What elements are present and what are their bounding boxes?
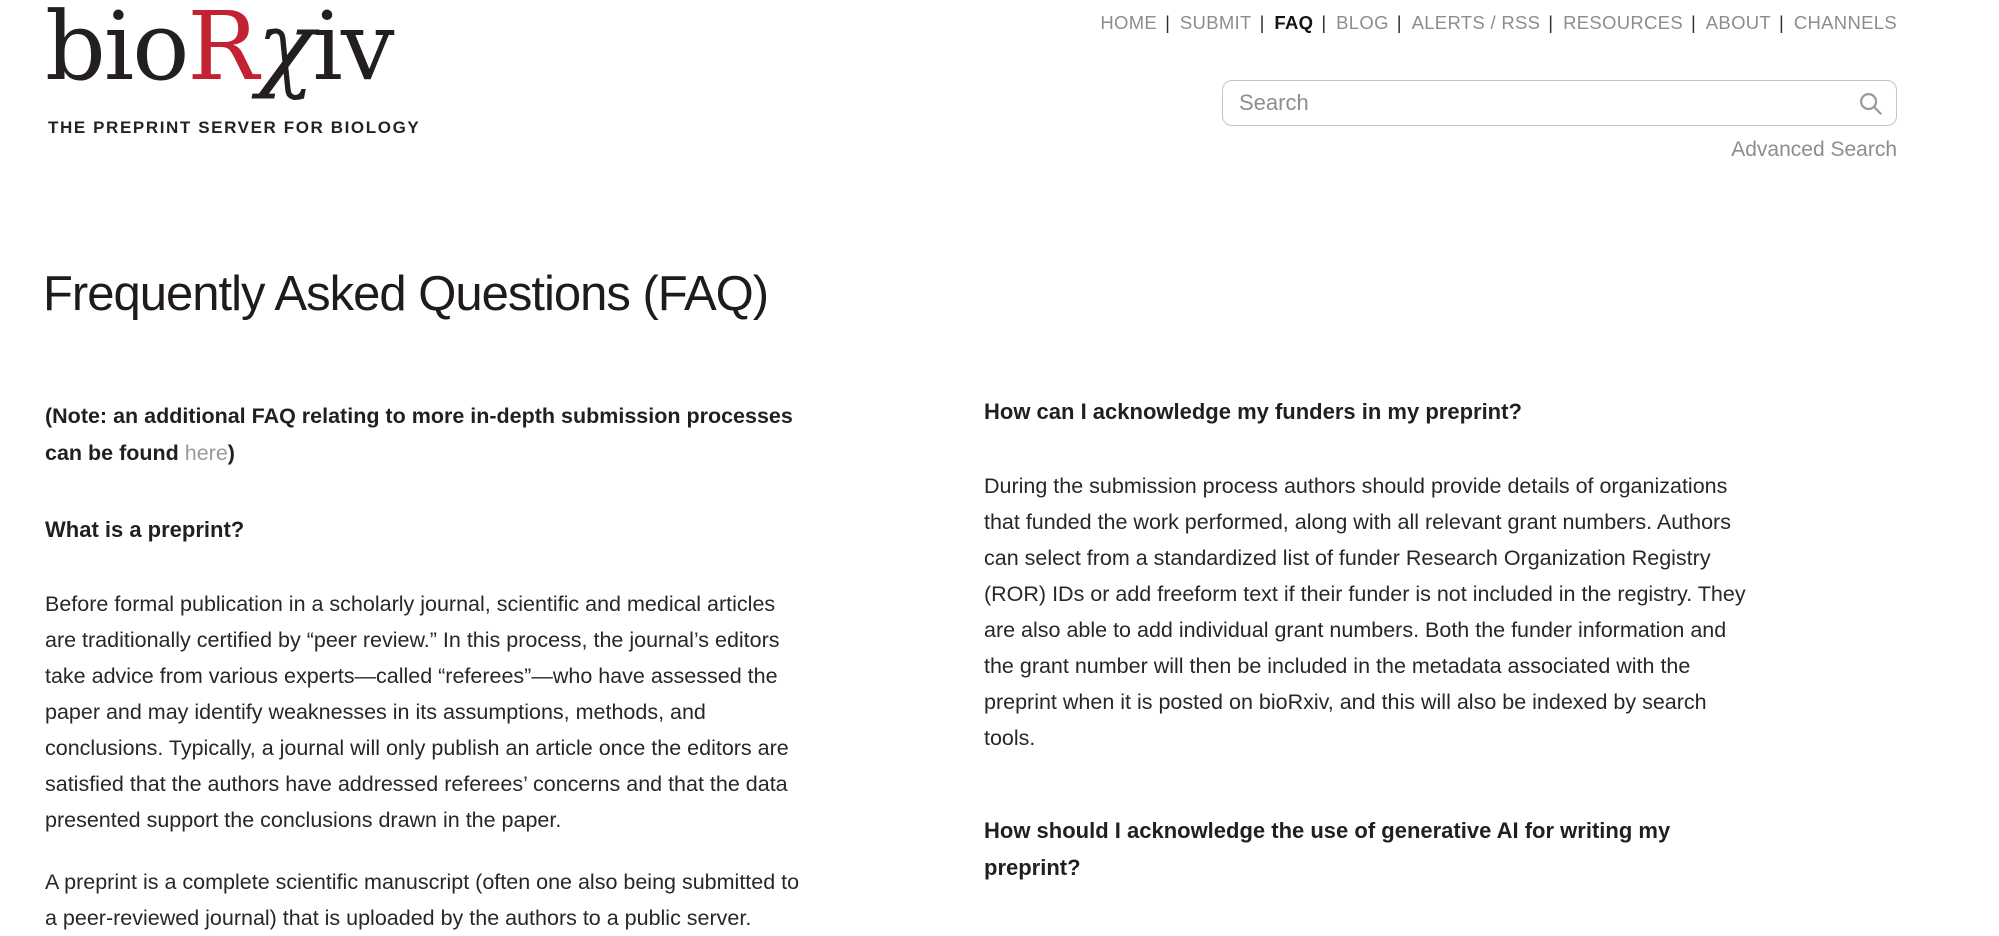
note-suffix: ) <box>227 441 235 465</box>
nav-item-alerts-rss[interactable]: ALERTS / RSS <box>1411 12 1541 33</box>
nav-item-home[interactable]: HOME <box>1100 12 1158 33</box>
search-box <box>1222 80 1897 126</box>
nav-separator: | <box>1779 12 1784 33</box>
logo-part-chi: χ <box>256 0 313 102</box>
logo-part-iv: iv <box>312 0 393 102</box>
biorxiv-logo-text <box>45 0 393 102</box>
advanced-search-link[interactable]: Advanced Search <box>1731 138 1897 161</box>
faq-answer: Before formal publication in a scholarly journal, scientific and medical articles are traditionally certified by “peer review.” In this process, the journal’s editors take advice from various experts—called “referees”—who have assessed the paper and may identify weaknesses in its assumptions, methods, and conclusions. Typically, a journal will only publish an article once the editors are satisfied that the authors have addressed referees’ concerns and that the data presented support the conclusions drawn in the paper. <box>45 592 789 832</box>
clipped-paragraph: A preprint is a complete scientific manuscript (often one also being submitted to a peer-reviewed journal) that is uploaded by the authors to a public server. <box>45 870 800 930</box>
left-column <box>45 398 812 936</box>
nav-item-resources[interactable]: RESOURCES <box>1563 12 1683 33</box>
search-icon[interactable] <box>1857 90 1884 117</box>
here-link[interactable]: here <box>184 441 228 465</box>
logo-part-r: R <box>187 0 257 102</box>
faq-question-what-is-a-preprint: What is a preprint? <box>45 517 245 542</box>
nav-item-faq[interactable]: FAQ <box>1274 12 1314 33</box>
faq-question-generative-ai: How should I acknowledge the use of generative AI for writing my preprint? <box>984 818 1671 880</box>
nav-separator: | <box>1548 12 1554 33</box>
nav-separator: | <box>1165 12 1170 33</box>
nav-item-submit[interactable]: SUBMIT <box>1179 12 1252 33</box>
nav-separator: | <box>1690 12 1696 33</box>
right-column <box>984 398 1751 886</box>
faq-answer: During the submission process authors should provide details of organizations that funded the work performed, along with all relevant grant numbers. Authors can select from a standardized list of funder Research Organization Registry (ROR) IDs or add freeform text if their funder is not included in the registry. They are also able to add individual grant numbers. Both the funder information and the grant number will then be included in the metadata associated with the preprint when it is posted on bioRxiv, and this will also be indexed by search tools. <box>984 474 1746 750</box>
nav-item-channels[interactable]: CHANNELS <box>1793 12 1897 33</box>
faq-question-acknowledge-funders: How can I acknowledge my funders in my preprint? <box>984 399 1522 424</box>
nav-item-blog[interactable]: BLOG <box>1336 12 1389 33</box>
note-text: (Note: an additional FAQ relating to more in-depth submission processes can be found <box>45 404 793 465</box>
logo-part-bio: bio <box>45 0 188 102</box>
search-input[interactable] <box>1223 90 1857 116</box>
nav-separator: | <box>1396 12 1402 33</box>
main-nav <box>1100 12 1897 34</box>
note-paragraph <box>45 398 812 472</box>
nav-separator: | <box>1259 12 1265 33</box>
logo-tagline: THE PREPRINT SERVER FOR BIOLOGY <box>48 118 421 137</box>
two-column-layout <box>45 398 1751 936</box>
page-title: Frequently Asked Questions (FAQ) <box>43 267 769 321</box>
nav-separator: | <box>1321 12 1327 33</box>
nav-item-about[interactable]: ABOUT <box>1705 12 1772 33</box>
